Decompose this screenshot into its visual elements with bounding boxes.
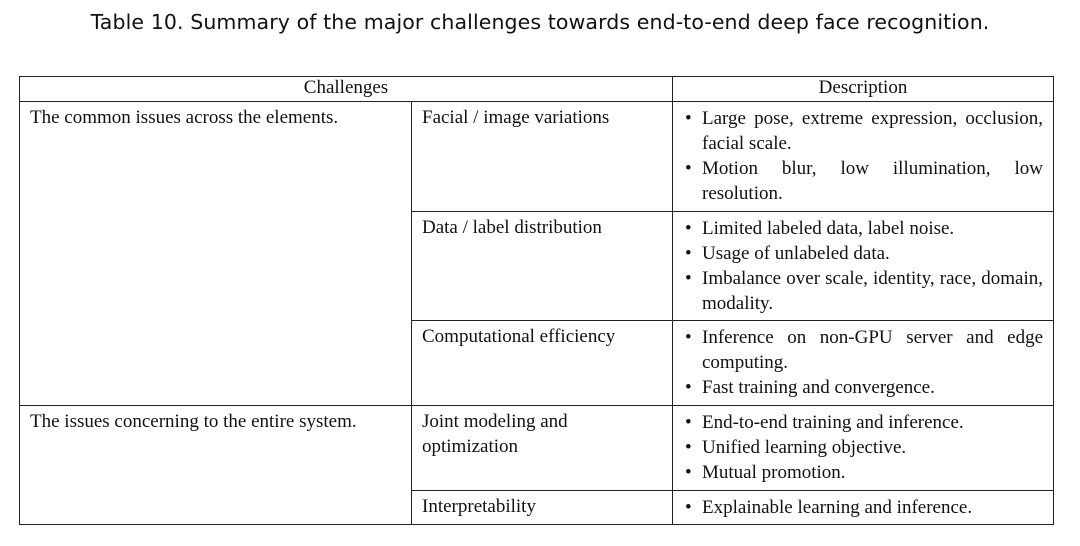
list-item: • End-to-end training and inference. [685, 412, 964, 433]
table-row [20, 102, 1054, 212]
category-cell: The common issues across the elements. [20, 102, 412, 406]
subcategory-cell: Interpretability [412, 491, 673, 525]
description-cell [673, 212, 1054, 321]
list-item: • Large pose, extreme expression, occlusion, facial scale. [685, 108, 1043, 154]
description-cell [673, 321, 1054, 406]
subcategory-cell: Joint modeling and optimization [412, 406, 673, 491]
subcategory-cell: Data / label distribution [412, 212, 673, 321]
subcategory-cell: Facial / image variations [412, 102, 673, 212]
category-cell: The issues concerning to the entire system. [20, 406, 412, 525]
list-item: • Inference on non-GPU server and edge computing. [685, 327, 1043, 373]
header-row [20, 77, 1054, 102]
list-item: • Fast training and convergence. [685, 377, 935, 398]
list-item: • Mutual promotion. [685, 462, 846, 483]
challenges-table [19, 76, 1054, 525]
list-item: • Motion blur, low illumination, low resolution. [685, 158, 1043, 204]
subcategory-cell: Computational efficiency [412, 321, 673, 406]
list-item: • Limited labeled data, label noise. [685, 218, 955, 239]
list-item: • Usage of unlabeled data. [685, 243, 890, 264]
description-cell [673, 102, 1054, 212]
header-challenges: Challenges [20, 77, 673, 102]
header-description: Description [673, 77, 1054, 102]
table-caption: Table 10. Summary of the major challenges towards end-to-end deep face recognition. [90, 10, 990, 34]
list-item: • Imbalance over scale, identity, race, domain, modality. [685, 268, 1043, 314]
list-item: • Explainable learning and inference. [685, 497, 973, 518]
description-cell [673, 406, 1054, 491]
table-row [20, 406, 1054, 491]
list-item: • Unified learning objective. [685, 437, 907, 458]
description-cell [673, 491, 1054, 525]
